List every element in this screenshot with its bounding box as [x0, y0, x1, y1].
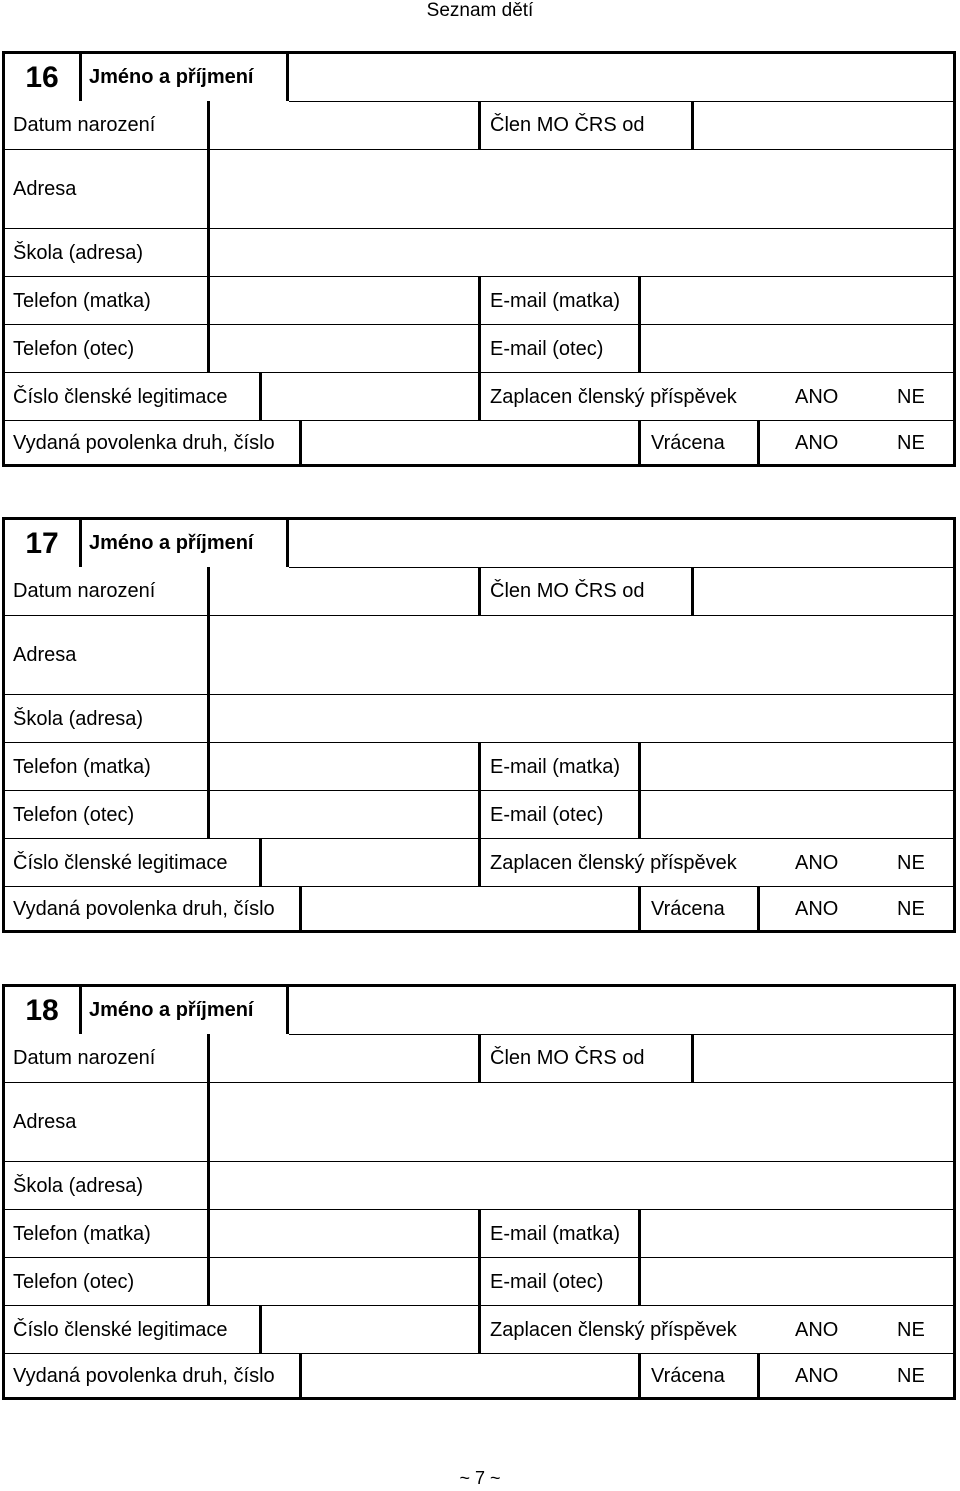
phone-mother-row — [5, 742, 953, 791]
school-label: Škola (adresa) — [13, 707, 144, 730]
address-label: Adresa — [13, 1111, 77, 1133]
child-number: 18 — [25, 993, 59, 1027]
email-mother-field[interactable] — [641, 743, 953, 791]
fee-paid-label: Zaplacen členský příspěvek — [490, 851, 737, 874]
address-label: Adresa — [13, 644, 77, 666]
returned-label: Vrácena — [651, 431, 725, 454]
email-mother-label: E-mail (matka) — [490, 755, 621, 778]
address-field[interactable] — [210, 150, 953, 229]
name-field[interactable] — [289, 987, 953, 1035]
card-number-row — [5, 372, 953, 421]
phone-mother-field[interactable] — [210, 1210, 480, 1258]
card-number-row — [5, 1305, 953, 1354]
birth-field[interactable] — [210, 101, 480, 149]
fee-paid-label: Zaplacen členský příspěvek — [490, 385, 737, 408]
page-number: ~ 7 ~ — [459, 1468, 501, 1488]
name-row — [5, 520, 953, 567]
name-row — [5, 54, 953, 101]
permit-row — [5, 1353, 953, 1398]
member-since-label: Člen MO ČRS od — [490, 579, 645, 602]
school-field[interactable] — [210, 1162, 953, 1210]
school-row — [5, 1161, 953, 1210]
email-father-label: E-mail (otec) — [490, 803, 604, 826]
fee-no-option[interactable]: NE — [897, 385, 925, 408]
fee-yes-option[interactable]: ANO — [795, 385, 839, 408]
returned-label: Vrácena — [651, 897, 725, 920]
name-label: Jméno a příjmení — [89, 999, 254, 1021]
address-field[interactable] — [210, 616, 953, 695]
phone-father-field[interactable] — [210, 791, 480, 839]
school-label: Škola (adresa) — [13, 1174, 144, 1197]
birth-row — [5, 1034, 953, 1082]
email-mother-label: E-mail (matka) — [490, 1222, 621, 1245]
name-label: Jméno a příjmení — [89, 532, 254, 554]
birth-row — [5, 101, 953, 149]
phone-mother-label: Telefon (matka) — [13, 1222, 151, 1245]
email-mother-label: E-mail (matka) — [490, 289, 621, 312]
permit-field[interactable] — [302, 887, 638, 931]
child-card-17 — [2, 517, 956, 933]
permit-label: Vydaná povolenka druh, číslo — [13, 1364, 275, 1387]
card-number-label: Číslo členské legitimace — [13, 851, 228, 874]
address-field[interactable] — [210, 1083, 953, 1162]
phone-father-row — [5, 324, 953, 373]
name-field[interactable] — [289, 54, 953, 102]
phone-father-field[interactable] — [210, 325, 480, 373]
fee-no-option[interactable]: NE — [897, 851, 925, 874]
phone-father-row — [5, 1257, 953, 1306]
returned-yes-option[interactable]: ANO — [795, 431, 839, 454]
name-field[interactable] — [289, 520, 953, 568]
email-mother-field[interactable] — [641, 277, 953, 325]
card-number-field[interactable] — [262, 1306, 480, 1354]
birth-label: Datum narození — [13, 1046, 156, 1069]
school-field[interactable] — [210, 695, 953, 743]
email-father-label: E-mail (otec) — [490, 1270, 604, 1293]
phone-father-label: Telefon (otec) — [13, 803, 135, 826]
birth-label: Datum narození — [13, 579, 156, 602]
returned-no-option[interactable]: NE — [897, 431, 925, 454]
phone-father-field[interactable] — [210, 1258, 480, 1306]
member-since-field[interactable] — [694, 567, 953, 615]
child-card-18 — [2, 984, 956, 1400]
address-row — [5, 615, 953, 695]
card-number-row — [5, 838, 953, 887]
returned-yes-option[interactable]: ANO — [795, 897, 839, 920]
school-label: Škola (adresa) — [13, 241, 144, 264]
member-since-label: Člen MO ČRS od — [490, 1046, 645, 1069]
child-number: 17 — [25, 526, 59, 560]
phone-mother-row — [5, 276, 953, 325]
phone-mother-label: Telefon (matka) — [13, 289, 151, 312]
fee-yes-option[interactable]: ANO — [795, 1318, 839, 1341]
phone-father-row — [5, 790, 953, 839]
member-since-field[interactable] — [694, 1034, 953, 1082]
name-label: Jméno a příjmení — [89, 66, 254, 88]
birth-field[interactable] — [210, 1034, 480, 1082]
birth-field[interactable] — [210, 567, 480, 615]
email-father-field[interactable] — [641, 791, 953, 839]
email-father-label: E-mail (otec) — [490, 337, 604, 360]
school-row — [5, 228, 953, 277]
permit-row — [5, 886, 953, 931]
phone-mother-row — [5, 1209, 953, 1258]
card-number-label: Číslo členské legitimace — [13, 1318, 228, 1341]
card-number-field[interactable] — [262, 373, 480, 421]
permit-label: Vydaná povolenka druh, číslo — [13, 431, 275, 454]
phone-father-label: Telefon (otec) — [13, 337, 135, 360]
returned-label: Vrácena — [651, 1364, 725, 1387]
fee-yes-option[interactable]: ANO — [795, 851, 839, 874]
child-card-16 — [2, 51, 956, 467]
returned-yes-option[interactable]: ANO — [795, 1364, 839, 1387]
name-row — [5, 987, 953, 1034]
member-since-label: Člen MO ČRS od — [490, 113, 645, 136]
fee-no-option[interactable]: NE — [897, 1318, 925, 1341]
child-number: 16 — [25, 60, 59, 94]
permit-field[interactable] — [302, 1354, 638, 1398]
permit-label: Vydaná povolenka druh, číslo — [13, 897, 275, 920]
returned-no-option[interactable]: NE — [897, 897, 925, 920]
page-header-title: Seznam dětí — [426, 0, 534, 21]
email-father-field[interactable] — [641, 325, 953, 373]
phone-father-label: Telefon (otec) — [13, 1270, 135, 1293]
member-since-field[interactable] — [694, 101, 953, 149]
permit-row — [5, 420, 953, 465]
address-label: Adresa — [13, 178, 77, 200]
address-row — [5, 1082, 953, 1162]
email-mother-field[interactable] — [641, 1210, 953, 1258]
phone-mother-label: Telefon (matka) — [13, 755, 151, 778]
address-row — [5, 149, 953, 229]
card-number-field[interactable] — [262, 839, 480, 887]
card-number-label: Číslo členské legitimace — [13, 385, 228, 408]
school-row — [5, 694, 953, 743]
returned-no-option[interactable]: NE — [897, 1364, 925, 1387]
fee-paid-label: Zaplacen členský příspěvek — [490, 1318, 737, 1341]
phone-mother-field[interactable] — [210, 277, 480, 325]
phone-mother-field[interactable] — [210, 743, 480, 791]
email-father-field[interactable] — [641, 1258, 953, 1306]
school-field[interactable] — [210, 229, 953, 277]
birth-row — [5, 567, 953, 615]
permit-field[interactable] — [302, 421, 638, 465]
birth-label: Datum narození — [13, 113, 156, 136]
